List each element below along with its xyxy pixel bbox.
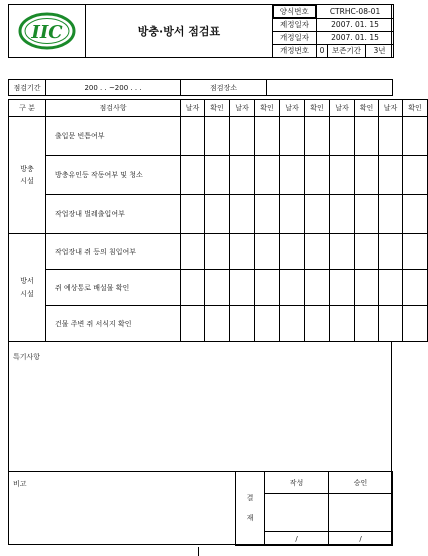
column-item: 점검사항: [46, 100, 181, 117]
column-check-1: 확인: [205, 100, 230, 117]
item-label: 방충유인등 작동여부 및 청소: [46, 156, 181, 195]
meta-label-retention: 보존기간: [328, 44, 366, 57]
item-label: 작업장내 벌레출입여부: [46, 195, 181, 234]
table-row: [9, 234, 428, 270]
note-label: 비고: [13, 480, 27, 488]
period-row: [8, 79, 393, 96]
logo-text: IIC: [31, 22, 63, 43]
logo: [9, 5, 86, 57]
meta-label-revision-no: 개정번호: [273, 44, 317, 57]
inspection-table: [8, 99, 428, 342]
writer-signature-cell[interactable]: [265, 494, 329, 532]
header: [8, 4, 392, 58]
column-check-4: 확인: [355, 100, 379, 117]
item-label: 쥐 예상통로 배설물 확인: [46, 270, 181, 306]
period-label: 점검기간: [9, 80, 46, 96]
approval-table: [235, 471, 393, 546]
column-date-2: 날자: [230, 100, 255, 117]
period-value[interactable]: 200 . . ~200 . . .: [46, 80, 181, 96]
document-title: 방충·방서 점검표: [86, 5, 273, 57]
column-check-5: 확인: [403, 100, 428, 117]
meta-value-established: 2007. 01. 15: [317, 18, 394, 31]
approver-signature-cell[interactable]: [329, 494, 393, 532]
table-row: [9, 156, 428, 195]
meta-label-form-no: 양식번호: [273, 5, 317, 18]
meta-value-revision-no: 0: [317, 44, 328, 57]
column-date-3: 날자: [280, 100, 305, 117]
document-meta: [272, 4, 394, 58]
column-check-2: 확인: [255, 100, 280, 117]
column-date-1: 날자: [181, 100, 205, 117]
place-label: 점검장소: [181, 80, 267, 96]
place-value[interactable]: [267, 80, 393, 96]
category-insect: 방충 시설: [9, 117, 46, 234]
column-category: 구 분: [9, 100, 46, 117]
writer-date[interactable]: /: [265, 532, 329, 546]
approval-col-approver: 승인: [329, 472, 393, 494]
column-date-4: 날자: [330, 100, 355, 117]
meta-value-form-no: CTRHC-08-01: [317, 5, 394, 19]
meta-value-retention: 3년: [366, 44, 394, 57]
table-row: [9, 306, 428, 342]
meta-value-revised: 2007. 01. 15: [317, 31, 394, 44]
approval-col-writer: 작성: [265, 472, 329, 494]
approval-label: 결 재: [236, 472, 265, 546]
category-rodent: 방서 시설: [9, 234, 46, 342]
table-row: [9, 117, 428, 156]
approver-date[interactable]: /: [329, 532, 393, 546]
table-row: [9, 195, 428, 234]
item-label: 건물 주변 쥐 서식지 확인: [46, 306, 181, 342]
meta-label-revised: 개정일자: [273, 31, 317, 44]
column-date-5: 날자: [379, 100, 403, 117]
meta-label-established: 제정일자: [273, 18, 317, 31]
item-label: 작업장내 쥐 등의 침입여부: [46, 234, 181, 270]
page-edge-mark: [198, 547, 199, 556]
remarks-label: 특기사항: [13, 353, 41, 361]
item-label: 출입문 빈틈여부: [46, 117, 181, 156]
column-check-3: 확인: [305, 100, 330, 117]
remarks-box[interactable]: [8, 341, 392, 472]
logo-icon: [17, 11, 77, 51]
column-header-row: [9, 100, 428, 117]
table-row: [9, 270, 428, 306]
